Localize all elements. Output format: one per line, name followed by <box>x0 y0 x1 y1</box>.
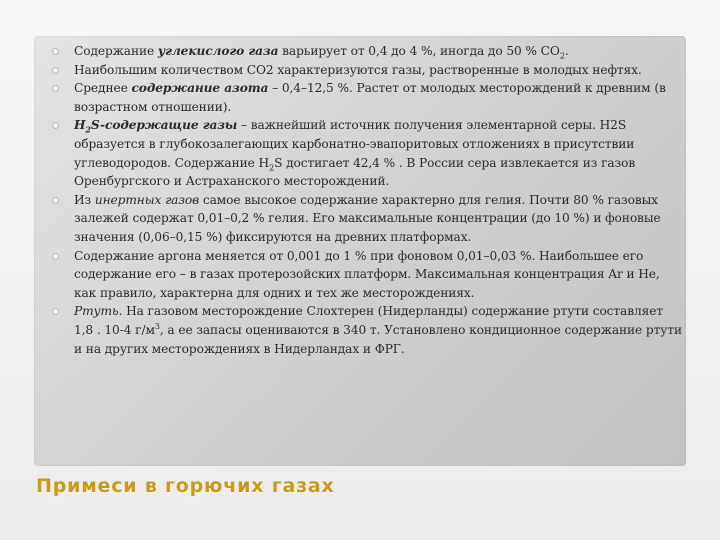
term-h2s-rest: S-содержащие газы <box>90 118 238 133</box>
subscript: 2 <box>269 163 275 172</box>
bullet-marker-icon <box>52 308 59 315</box>
term-co2: углекислого газа <box>157 44 279 58</box>
text-run: Содержание аргона меняется от 0,001 до 1 % при фоновом 0,01–0,03 %. Наибольшее его содержание его – в газах протерозойских платформ. Максимальная концентрация Ar и He, как правило, характерна для одних и тех же месторождениях. <box>74 248 660 300</box>
bullet-marker-icon <box>52 67 59 74</box>
term-mercury: Ртуть <box>74 304 119 319</box>
bullet-co2 <box>52 42 682 61</box>
bullet-argon <box>52 247 682 303</box>
term-inert: инертных газов <box>94 192 200 207</box>
bullet-marker-icon <box>52 122 59 129</box>
slide-title: Примеси в горючих газах <box>36 475 335 497</box>
bullet-mercury <box>52 302 682 358</box>
text-run: , а ее запасы оцениваются в 340 т. Установлено кондиционное содержание ртути и на других месторождениях в Нидерландах и ФРГ. <box>74 322 682 356</box>
text-run: Среднее <box>74 81 132 96</box>
text-run: Наибольшим количеством СО2 характеризуются газы, растворенные в молодых нефтях. <box>74 62 642 77</box>
bullet-co2-oil <box>52 61 682 80</box>
subscript: 2 <box>559 51 565 61</box>
term-h2s-h: H <box>74 118 86 133</box>
bullet-marker-icon <box>52 85 59 92</box>
text-run: самое высокое содержание характерно для гелия. Почти 80 % газовых залежей содержат 0,01–0,2 % гелия. Его максимальные концентрации (до 10 %) и фоновые значения (0,06–0,15 %) фиксируются на древних платформах. <box>74 192 661 244</box>
bullet-nitrogen <box>52 79 682 116</box>
bullet-inert-gases <box>52 191 682 247</box>
term-h2s <box>74 118 238 135</box>
bullet-marker-icon <box>52 48 59 55</box>
text-run: Содержание <box>74 44 158 58</box>
superscript: 3 <box>154 321 160 331</box>
text-run: – важнейший источник получения элементарной серы. H2S образуется в глубокозалегающих карбонатно-эвапоритовых отложениях в присутствии углеводородов. Содержание H <box>74 118 635 170</box>
bullet-list <box>52 42 682 358</box>
text-run: – 0,4–12,5 %. Растет от молодых месторождений к древним (в возрастном отношении). <box>74 81 666 114</box>
bullet-h2s <box>52 116 682 190</box>
text-run: . <box>564 44 569 58</box>
text-run: S достигает 42,4 % . В России сера извлекается из газов Оренбургского и Астраханского месторождений. <box>74 155 636 189</box>
text-run: Из <box>74 192 95 207</box>
bullet-marker-icon <box>52 197 59 204</box>
text-run: . На газовом месторождение Слохтерен (Нидерланды) содержание ртути составляет 1,8 . 10-4 г/м <box>74 304 663 337</box>
bullet-marker-icon <box>52 253 59 260</box>
term-nitrogen: содержание азота <box>131 81 269 96</box>
subscript: 2 <box>85 124 91 135</box>
text-run: варьирует от 0,4 до 4 %, иногда до 50 % СО <box>278 44 560 58</box>
